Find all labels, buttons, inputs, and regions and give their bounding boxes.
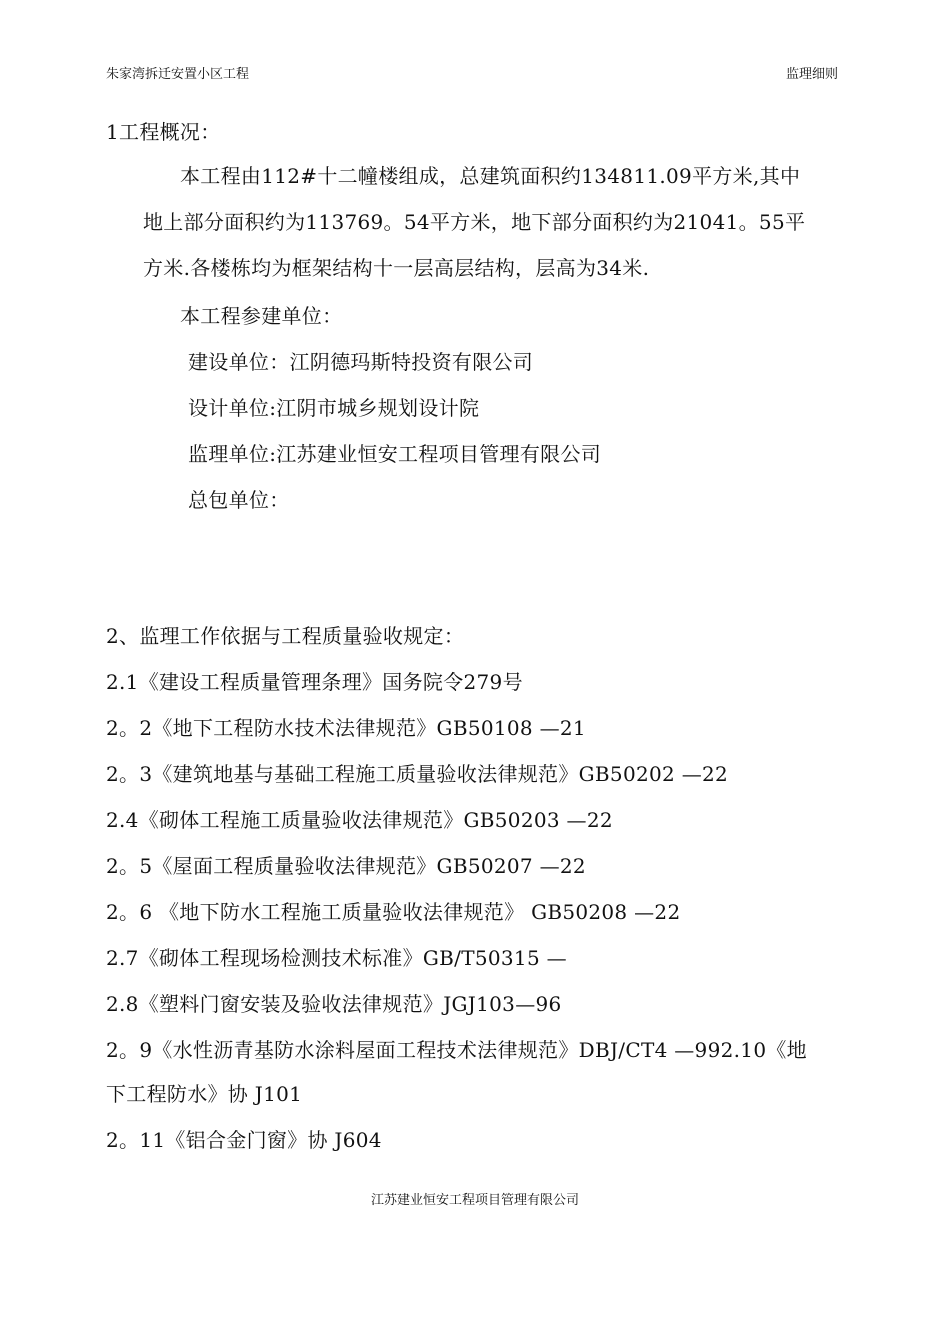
basis-item: 2。2《地下工程防水技术法律规范》GB50108 —21 (106, 716, 586, 740)
basis-item: 2。5《屋面工程质量验收法律规范》GB50207 —22 (106, 854, 586, 878)
basis-item: 2。6 《地下防水工程施工质量验收法律规范》 GB50208 —22 (106, 900, 681, 924)
footer-company: 江苏建业恒安工程项目管理有限公司 (370, 1193, 579, 1208)
unit-owner: 建设单位：江阴德玛斯特投资有限公司 (188, 350, 534, 374)
header-doc-type: 监理细则 (785, 67, 838, 82)
basis-item: 2.1《建设工程质量管理条理》国务院令279号 (106, 670, 523, 694)
basis-item: 2。3《建筑地基与基础工程施工质量验收法律规范》GB50202 —22 (106, 762, 729, 786)
basis-item: 2.8《塑料门窗安装及验收法律规范》JGJ103—96 (106, 992, 562, 1016)
basis-item: 2。11《铝合金门窗》协 J604 (106, 1128, 382, 1152)
overview-line-2: 地上部分面积约为113769。54平方米，地下部分面积约为21041。55平 (143, 210, 806, 234)
unit-supervisor: 监理单位:江苏建业恒安工程项目管理有限公司 (188, 442, 602, 466)
header-divider (106, 90, 844, 91)
unit-contractor: 总包单位： (188, 488, 290, 512)
header-project-name: 朱家湾拆迁安置小区工程 (106, 67, 250, 82)
participants-title: 本工程参建单位： (180, 304, 343, 328)
unit-designer: 设计单位:江阴市城乡规划设计院 (188, 396, 480, 420)
basis-item-continued: 下工程防水》协 J101 (106, 1082, 303, 1106)
overview-line-1: 本工程由112#十二幢楼组成，总建筑面积约134811.09平方米,其中 (180, 164, 801, 188)
section1-title: 1工程概况： (106, 120, 221, 144)
basis-item: 2.4《砌体工程施工质量验收法律规范》GB50203 —22 (106, 808, 613, 832)
overview-line-3: 方米.各楼栋均为框架结构十一层高层结构，层高为34米. (143, 256, 650, 280)
basis-item: 2。9《水性沥青基防水涂料屋面工程技术法律规范》DBJ/CT4 —992.10《地 (106, 1038, 807, 1062)
section2-title: 2、监理工作依据与工程质量验收规定： (106, 624, 465, 648)
basis-item: 2.7《砌体工程现场检测技术标准》GB/T50315 — (106, 946, 567, 970)
